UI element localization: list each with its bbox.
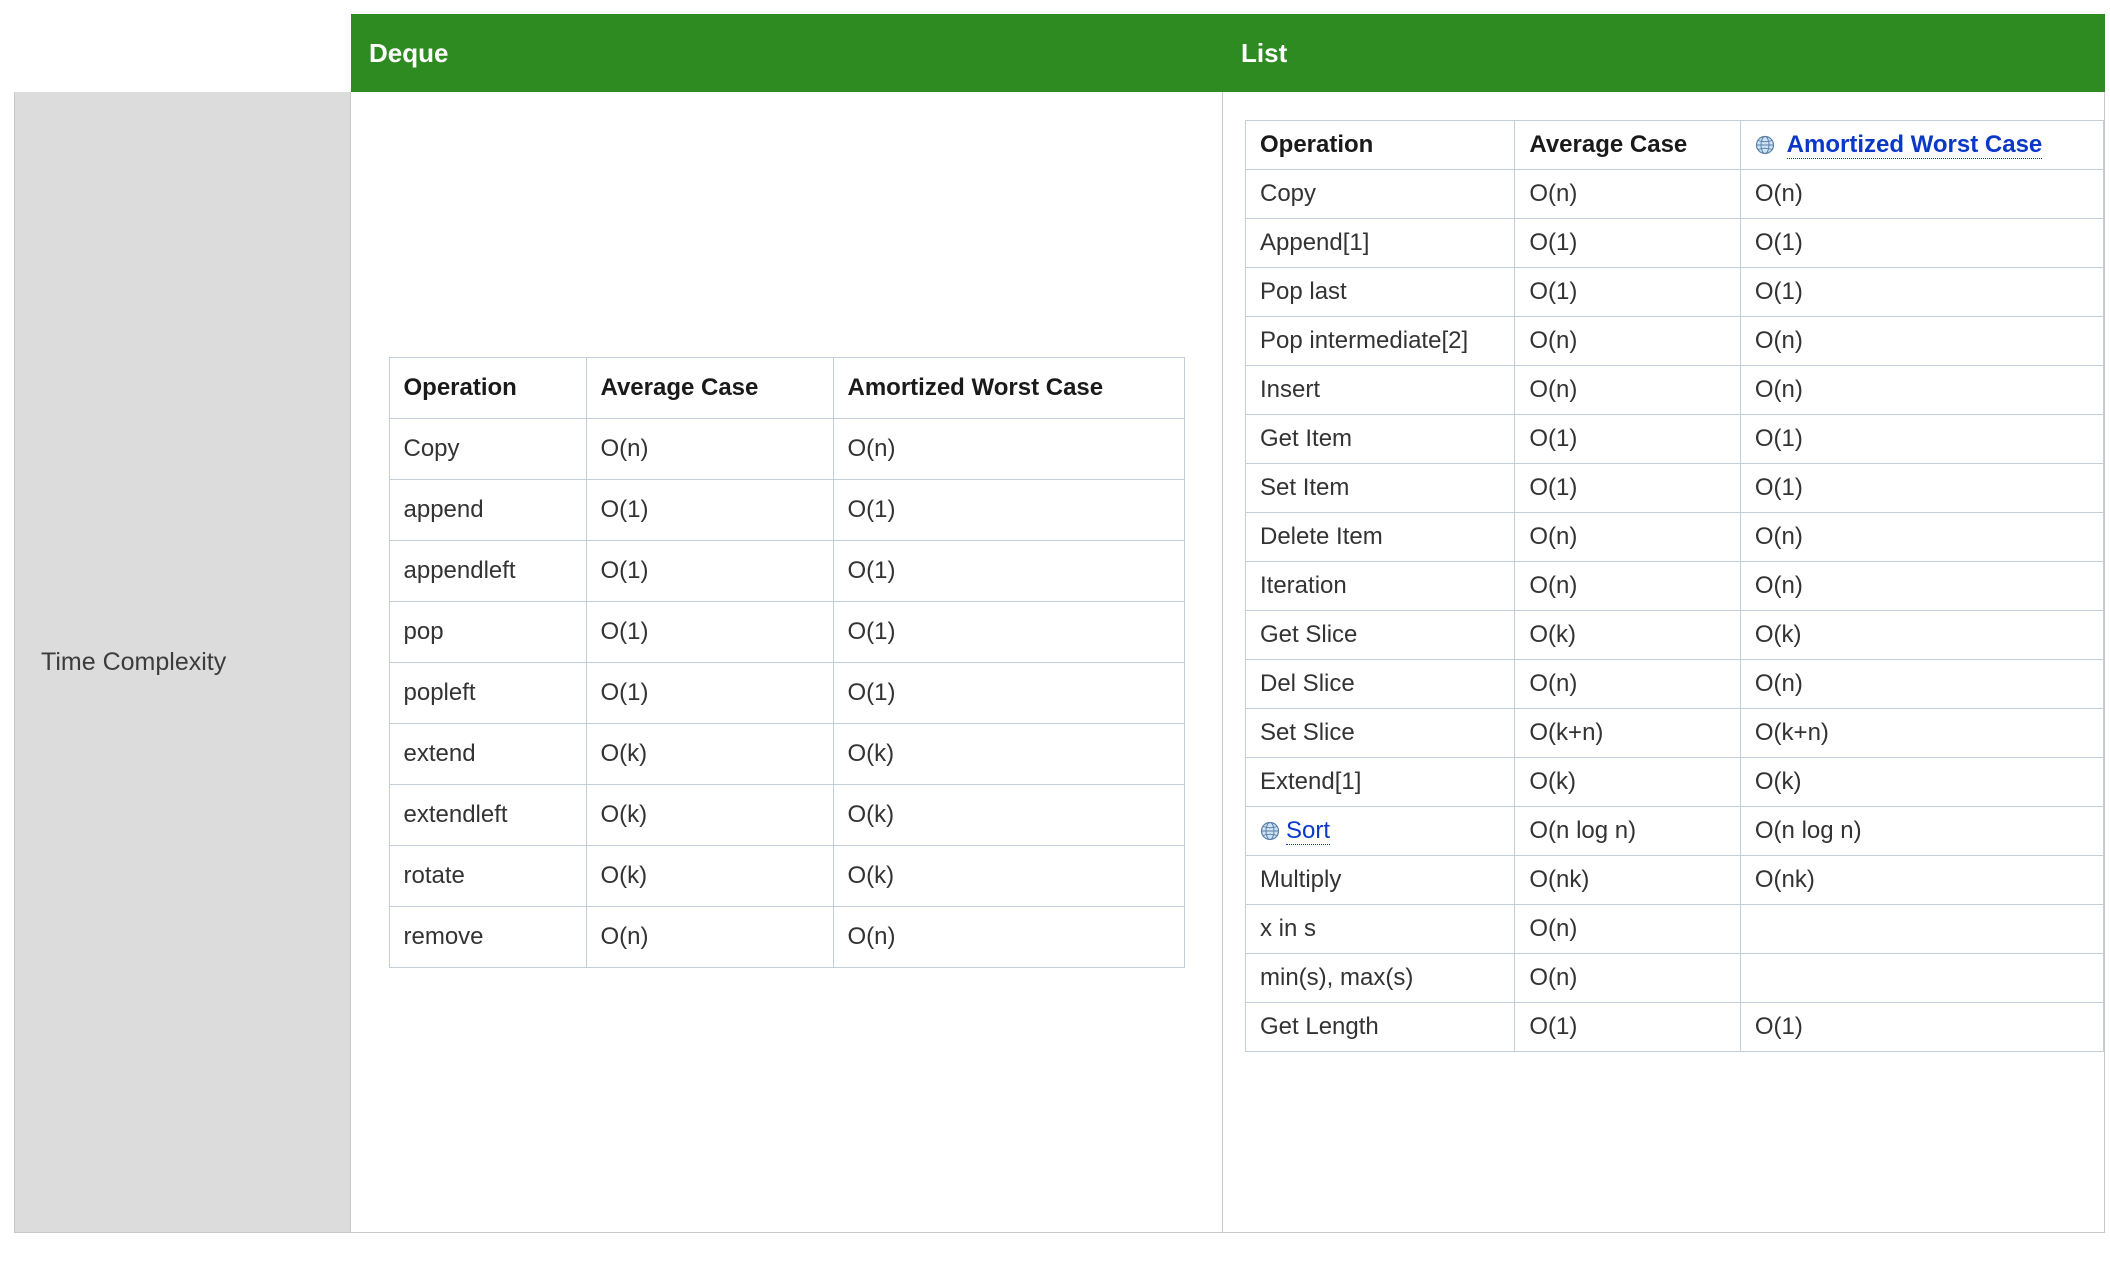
deque-average-cell: O(n) — [586, 418, 833, 479]
list-operation-cell: Get Item — [1246, 415, 1515, 464]
list-worst-cell: O(k+n) — [1740, 709, 2103, 758]
list-operation-cell: Set Slice — [1246, 709, 1515, 758]
deque-table-wrapper — [351, 92, 1222, 1232]
deque-operation-cell: rotate — [389, 845, 586, 906]
amortized-worst-case-link[interactable]: Amortized Worst Case — [1786, 131, 2043, 158]
list-operation-cell: Delete Item — [1246, 513, 1515, 562]
deque-operation-cell: append — [389, 479, 586, 540]
list-worst-cell — [1740, 954, 2103, 1003]
deque-average-cell: O(1) — [586, 662, 833, 723]
list-table-body — [1246, 170, 2104, 1052]
list-row — [1246, 709, 2104, 758]
header-deque: Deque — [351, 15, 1223, 92]
deque-average-cell: O(1) — [586, 479, 833, 540]
deque-worst-cell: O(1) — [833, 662, 1184, 723]
deque-table-body — [389, 418, 1184, 967]
list-worst-cell: O(nk) — [1740, 856, 2103, 905]
globe-icon — [1260, 821, 1280, 841]
list-operation-cell: Extend[1] — [1246, 758, 1515, 807]
list-operation-cell: Get Length — [1246, 1003, 1515, 1052]
list-worst-cell: O(1) — [1740, 1003, 2103, 1052]
list-average-cell: O(n) — [1515, 317, 1741, 366]
deque-average-cell: O(k) — [586, 845, 833, 906]
table-header-row — [15, 15, 2105, 92]
list-worst-cell: O(n) — [1740, 170, 2103, 219]
globe-icon — [1755, 135, 1775, 155]
list-worst-cell: O(k) — [1740, 611, 2103, 660]
list-worst-cell: O(n) — [1740, 513, 2103, 562]
list-worst-cell: O(1) — [1740, 219, 2103, 268]
list-operation-cell: Multiply — [1246, 856, 1515, 905]
list-row — [1246, 758, 2104, 807]
list-worst-cell: O(n) — [1740, 562, 2103, 611]
deque-worst-cell: O(n) — [833, 418, 1184, 479]
list-operation-cell: Insert — [1246, 366, 1515, 415]
list-row — [1246, 562, 2104, 611]
list-row — [1246, 1003, 2104, 1052]
sort-link[interactable]: Sort — [1286, 817, 1331, 844]
deque-average-cell: O(n) — [586, 906, 833, 967]
list-row — [1246, 170, 2104, 219]
list-operation-cell: Del Slice — [1246, 660, 1515, 709]
deque-row — [389, 662, 1184, 723]
list-average-cell: O(1) — [1515, 464, 1741, 513]
list-average-cell: O(n) — [1515, 513, 1741, 562]
list-average-cell: O(1) — [1515, 1003, 1741, 1052]
list-worst-cell: O(1) — [1740, 415, 2103, 464]
deque-worst-cell: O(k) — [833, 723, 1184, 784]
deque-worst-cell: O(k) — [833, 784, 1184, 845]
list-worst-cell: O(n log n) — [1740, 807, 2103, 856]
list-worst-cell: O(1) — [1740, 268, 2103, 317]
list-average-cell: O(k) — [1515, 611, 1741, 660]
list-operation-cell: Get Slice — [1246, 611, 1515, 660]
list-worst-cell: O(n) — [1740, 660, 2103, 709]
list-average-cell: O(k+n) — [1515, 709, 1741, 758]
deque-operation-cell: appendleft — [389, 540, 586, 601]
list-operation-cell: min(s), max(s) — [1246, 954, 1515, 1003]
deque-col-average: Average Case — [586, 357, 833, 418]
list-row — [1246, 366, 2104, 415]
list-row — [1246, 856, 2104, 905]
deque-worst-cell: O(k) — [833, 845, 1184, 906]
deque-operation-cell: pop — [389, 601, 586, 662]
list-col-average: Average Case — [1515, 121, 1741, 170]
list-worst-cell: O(n) — [1740, 317, 2103, 366]
list-worst-cell — [1740, 905, 2103, 954]
list-row — [1246, 219, 2104, 268]
deque-average-cell: O(1) — [586, 601, 833, 662]
list-row — [1246, 611, 2104, 660]
list-operation-cell: x in s — [1246, 905, 1515, 954]
deque-row — [389, 845, 1184, 906]
list-worst-cell: O(k) — [1740, 758, 2103, 807]
list-operation-cell: Set Item — [1246, 464, 1515, 513]
list-operation-cell: Append[1] — [1246, 219, 1515, 268]
list-worst-cell: O(n) — [1740, 366, 2103, 415]
comparison-table — [14, 14, 2105, 1233]
header-list: List — [1223, 15, 2105, 92]
list-average-cell: O(n) — [1515, 905, 1741, 954]
top-spacer — [0, 0, 2110, 14]
deque-operation-cell: popleft — [389, 662, 586, 723]
table-row — [15, 92, 2105, 1233]
deque-operation-cell: extendleft — [389, 784, 586, 845]
deque-row — [389, 601, 1184, 662]
deque-complexity-table — [389, 357, 1185, 968]
list-col-operation: Operation — [1246, 121, 1515, 170]
list-row — [1246, 464, 2104, 513]
deque-worst-cell: O(1) — [833, 540, 1184, 601]
deque-row — [389, 784, 1184, 845]
row-label-time-complexity: Time Complexity — [15, 92, 351, 1233]
list-row — [1246, 954, 2104, 1003]
list-average-cell: O(n log n) — [1515, 807, 1741, 856]
deque-col-worst: Amortized Worst Case — [833, 357, 1184, 418]
list-complexity-table — [1245, 120, 2104, 1052]
deque-cell — [351, 92, 1223, 1233]
deque-worst-cell: O(n) — [833, 906, 1184, 967]
list-average-cell: O(1) — [1515, 219, 1741, 268]
list-row — [1246, 268, 2104, 317]
list-header-row — [1246, 121, 2104, 170]
deque-average-cell: O(1) — [586, 540, 833, 601]
list-operation-cell: Iteration — [1246, 562, 1515, 611]
list-average-cell: O(n) — [1515, 366, 1741, 415]
list-row — [1246, 513, 2104, 562]
list-average-cell: O(n) — [1515, 562, 1741, 611]
deque-header-row — [389, 357, 1184, 418]
deque-worst-cell: O(1) — [833, 479, 1184, 540]
list-average-cell: O(n) — [1515, 170, 1741, 219]
list-operation-cell: Pop last — [1246, 268, 1515, 317]
deque-average-cell: O(k) — [586, 723, 833, 784]
list-operation-cell[interactable] — [1246, 807, 1515, 856]
deque-operation-cell: remove — [389, 906, 586, 967]
deque-operation-cell: extend — [389, 723, 586, 784]
deque-average-cell: O(k) — [586, 784, 833, 845]
list-average-cell: O(n) — [1515, 660, 1741, 709]
list-cell — [1223, 92, 2105, 1233]
deque-col-operation: Operation — [389, 357, 586, 418]
list-operation-cell: Copy — [1246, 170, 1515, 219]
list-average-cell: O(1) — [1515, 415, 1741, 464]
list-row — [1246, 807, 2104, 856]
deque-worst-cell: O(1) — [833, 601, 1184, 662]
deque-operation-cell: Copy — [389, 418, 586, 479]
list-worst-cell: O(1) — [1740, 464, 2103, 513]
list-average-cell: O(1) — [1515, 268, 1741, 317]
list-average-cell: O(nk) — [1515, 856, 1741, 905]
list-operation-cell: Pop intermediate[2] — [1246, 317, 1515, 366]
list-row — [1246, 660, 2104, 709]
list-col-worst — [1740, 121, 2103, 170]
deque-row — [389, 906, 1184, 967]
deque-row — [389, 540, 1184, 601]
list-row — [1246, 905, 2104, 954]
list-row — [1246, 415, 2104, 464]
deque-row — [389, 479, 1184, 540]
deque-row — [389, 418, 1184, 479]
list-table-wrapper — [1223, 92, 2104, 1052]
header-blank-cell — [15, 15, 351, 92]
list-row — [1246, 317, 2104, 366]
list-average-cell: O(n) — [1515, 954, 1741, 1003]
list-average-cell: O(k) — [1515, 758, 1741, 807]
deque-row — [389, 723, 1184, 784]
